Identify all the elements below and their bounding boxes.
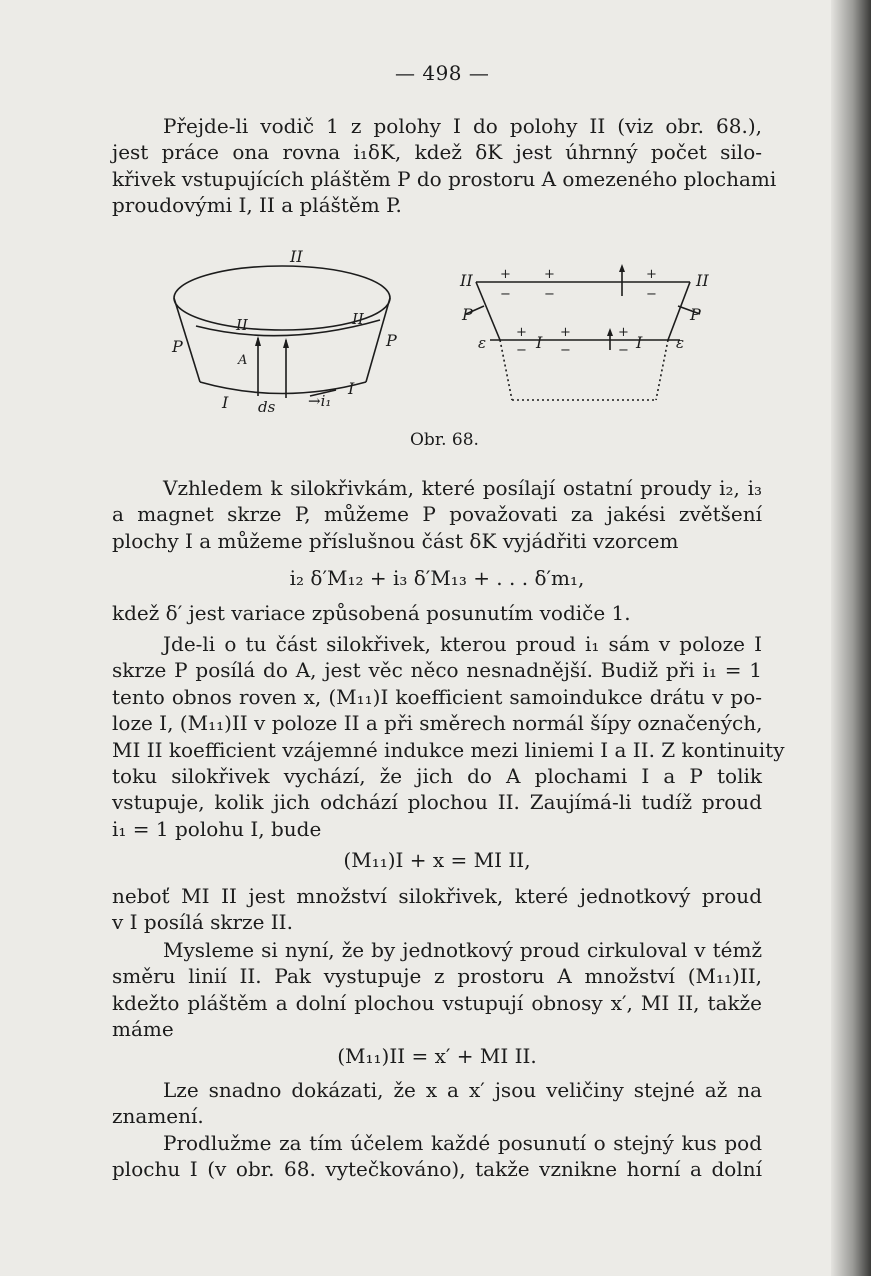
text-line: a magnet skrze P, můžeme P považovati za jakési zvětšení <box>112 502 762 527</box>
paragraph-8 <box>112 1130 762 1183</box>
figure-left-ring <box>174 266 390 398</box>
text-line: Prodlužme za tím účelem každé posunutí o stejný kus pod <box>163 1131 762 1155</box>
page-number: — 498 — <box>395 61 490 85</box>
figure-68 <box>160 240 720 425</box>
text-line: plochu I (v obr. 68. vytečkováno), takže vznikne horní a dolní <box>112 1157 762 1182</box>
text-line: proudovými I, II a pláštěm P. <box>112 193 402 218</box>
plus-sign: + <box>646 267 657 282</box>
label-I-left: I <box>222 393 229 412</box>
label-A: A <box>238 353 248 368</box>
minus-sign: − <box>544 287 555 302</box>
label-II-inner-left: II <box>236 316 248 334</box>
plus-sign: + <box>560 325 571 340</box>
label-I-section-a: I <box>536 333 543 352</box>
paragraph-7 <box>112 1077 762 1130</box>
paragraph-4 <box>112 631 785 842</box>
label-II-right-b: II <box>696 271 709 290</box>
plus-sign: + <box>544 267 555 282</box>
paragraph-3 <box>112 600 762 626</box>
label-epsilon-left: ε <box>478 334 487 352</box>
text-line: vstupuje, kolik jich odchází plochou II. Zaujímá-li tudíž proud <box>112 790 762 815</box>
paragraph-1 <box>112 113 777 219</box>
figure-caption: Obr. 68. <box>410 430 479 450</box>
text-line: plochy I a můžeme příslušnou část δK vyjádřiti vzorcem <box>112 528 679 553</box>
page-edge-shadow <box>831 0 871 1276</box>
paragraph-5 <box>112 883 762 936</box>
text-line: tento obnos roven x, (M₁₁)I koefficient samoindukce drátu v po- <box>112 684 762 709</box>
label-II-top: II <box>290 247 303 266</box>
minus-sign: − <box>560 343 571 358</box>
minus-sign: − <box>646 287 657 302</box>
text-line: znamení. <box>112 1104 204 1129</box>
text-line: jest práce ona rovna i₁δK, kdež δK jest úhrnný počet silo- <box>112 140 762 165</box>
text-line: Vzhledem k silokřivkám, které posílají ostatní proudy i₂, i₃ <box>163 476 762 500</box>
label-I-right: I <box>348 379 355 398</box>
text-line: v I posílá skrze II. <box>112 910 293 935</box>
formula-3: (M₁₁)II = x′ + MI II. <box>337 1044 537 1068</box>
text-line: Lze snadno dokázati, že x a x′ jsou veličiny stejné až na <box>163 1078 762 1102</box>
text-line: neboť MI II jest množství silokřivek, které jednotkový proud <box>112 884 762 908</box>
text-line: Přejde-li vodič 1 z polohy I do polohy II (viz obr. 68.), <box>163 114 762 138</box>
minus-sign: − <box>516 343 527 358</box>
label-P-right: P <box>386 331 397 350</box>
figure-right-section <box>466 264 700 400</box>
label-ds: ds <box>258 398 276 416</box>
text-line: křivek vstupujících pláštěm P do prostoru A omezeného plochami <box>112 166 777 191</box>
label-epsilon-right: ε <box>676 334 685 352</box>
minus-sign: − <box>618 343 629 358</box>
label-current: →i₁ <box>308 392 332 410</box>
text-line: Mysleme si nyní, že by jednotkový proud cirkuloval v témž <box>163 938 762 962</box>
label-I-section-b: I <box>636 333 643 352</box>
text-line: kdež δ′ jest variace způsobená posunutím vodiče 1. <box>112 601 631 625</box>
label-II-inner-right: II <box>352 310 364 328</box>
paragraph-2 <box>112 475 762 554</box>
formula-1: i₂ δ′M₁₂ + i₃ δ′M₁₃ + . . . δ′m₁, <box>289 566 585 590</box>
text-line: toku silokřivek vychází, že jich do A plochami I a P tolik <box>112 763 762 788</box>
plus-sign: + <box>516 325 527 340</box>
label-II-right-a: II <box>460 271 473 290</box>
minus-sign: − <box>500 287 511 302</box>
text-line: směru linií II. Pak vystupuje z prostoru A množství (M₁₁)II, <box>112 964 762 989</box>
plus-sign: + <box>500 267 511 282</box>
text-line: kdežto pláštěm a dolní plochou vstupují obnosy x′, MI II, takže <box>112 990 762 1015</box>
label-P-right-b: P <box>690 305 701 324</box>
paragraph-6 <box>112 937 762 1043</box>
text-line: loze I, (M₁₁)II v poloze II a při směrech normál šípy označených, <box>112 711 763 736</box>
plus-sign: + <box>618 325 629 340</box>
text-line: máme <box>112 1017 174 1042</box>
label-P-right-a: P <box>462 305 473 324</box>
text-line: i₁ = 1 polohu I, bude <box>112 816 322 841</box>
label-P-left: P <box>172 337 183 356</box>
text-line: MI II koefficient vzájemné indukce mezi liniemi I a II. Z kontinuity <box>112 737 785 762</box>
text-line: Jde-li o tu část silokřivek, kterou proud i₁ sám v poloze I <box>163 632 762 656</box>
text-line: skrze P posílá do A, jest věc něco nesnadnější. Budiž při i₁ = 1 <box>112 658 762 683</box>
formula-2: (M₁₁)I + x = MI II, <box>343 848 531 872</box>
